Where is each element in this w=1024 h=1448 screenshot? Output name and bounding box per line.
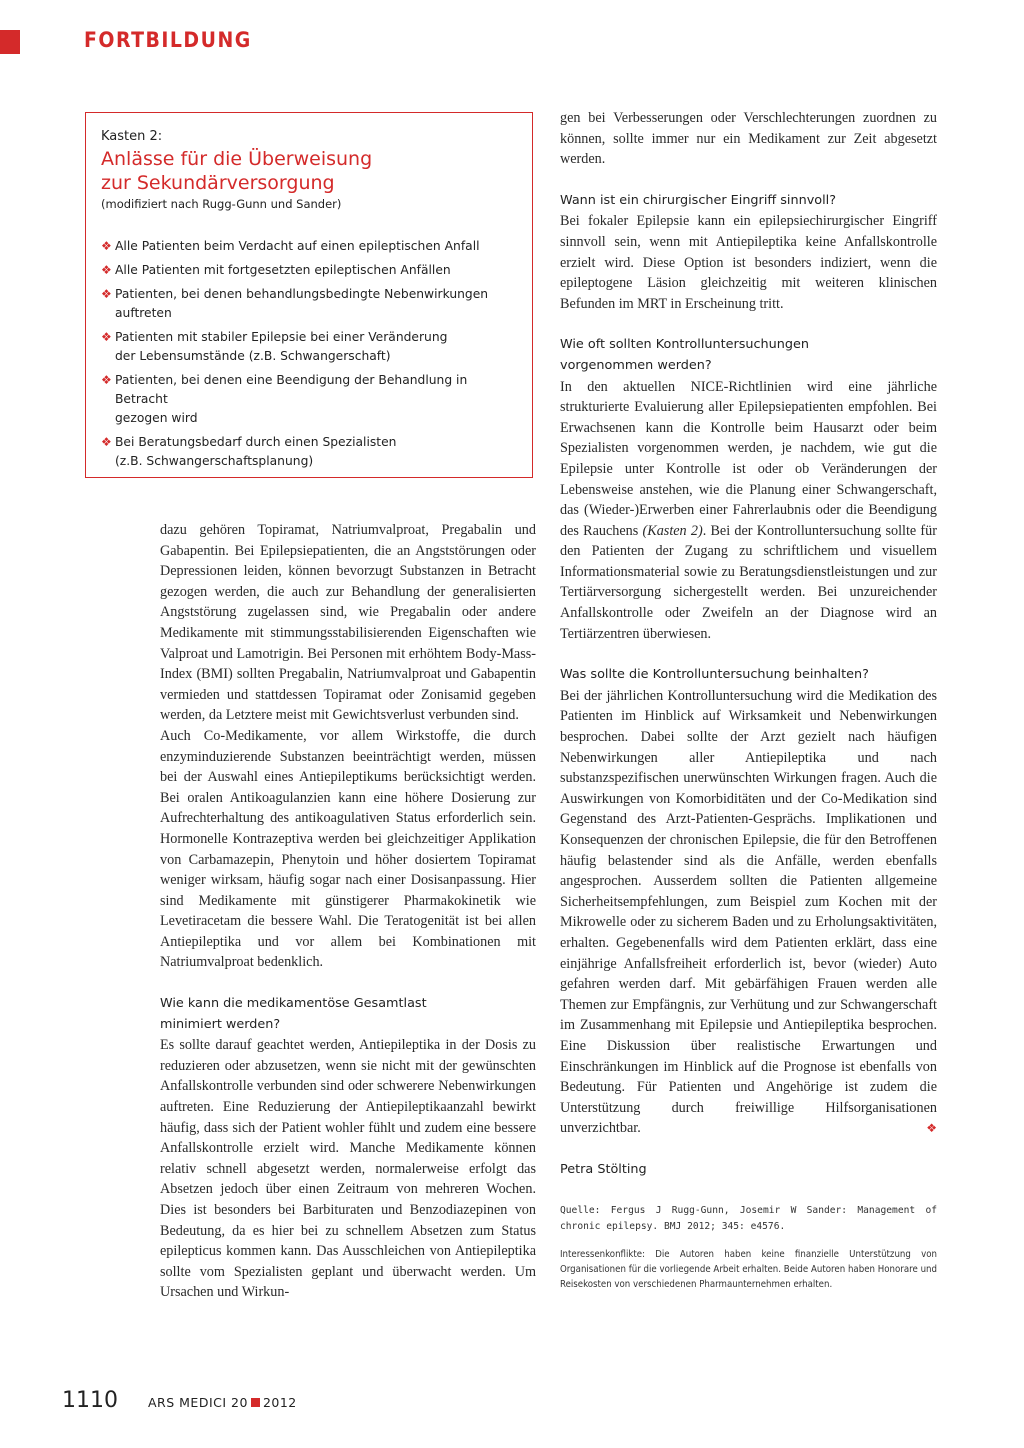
section-marker [0, 30, 20, 54]
section-title: FORTBILDUNG [84, 28, 252, 52]
heading-line: minimiert werden? [160, 1016, 281, 1032]
end-mark-icon: ❖ [926, 1121, 937, 1136]
box-item-line: der Lebensumstände (z.B. Schwangerschaft) [115, 349, 391, 363]
box-item-line: auftreten [115, 306, 172, 320]
box-list-item [101, 371, 520, 428]
text-run: . Bei der Kontrolluntersuchung sollte für den Patienten der Zugang zu schriftlichem und visuellem Informationsmaterial sowie zu Beratungsdienstleistungen und zur Tertiärversorgung sichergestellt werden. Bei unzureichender Anfallskontrolle oder Zweifeln an der Diagnose wird an Tertiärzentren überwiesen. [560, 522, 937, 642]
bullet-icon: ❖ [101, 287, 112, 301]
author-name: Petra Stölting [560, 1161, 647, 1177]
conflict-note: Interessenkonflikte: Die Autoren haben keine finanzielle Unterstützung von Organisationen für die vorliegende Arbeit erhalten. Beide Autoren haben Honorare und Reisekosten von verschiedenen Pharmaunternehmen erhalten. [560, 1248, 937, 1290]
box-item-line: (z.B. Schwangerschaftsplanung) [115, 454, 314, 468]
heading-line: Wie kann die medikamentöse Gesamtlast [160, 996, 427, 1012]
box-list-item [101, 328, 520, 366]
box-title-line: zur Sekundärversorgung [101, 172, 335, 194]
right-column [560, 108, 937, 1292]
box-list-item [101, 261, 520, 280]
magazine-name: ARS MEDICI 20 [148, 1395, 248, 1410]
body-paragraph: Es sollte darauf geachtet werden, Antiepileptika in der Dosis zu reduzieren oder abzusetzen, wenn sie nicht mit der gewünschten Anfallskontrolle verbunden sind oder schwerere Nebenwirkungen auftreten. Eine Reduzierung der Antiepileptikaanzahl bewirkt häufig, dass sich der Patient wohler fühlt und zudem eine bessere Anfallskontrolle erzielt wird. Manche Medikamente können relativ schnell abgesetzt werden, normalerweise erfolgt das Absetzen jedoch über einen Zeitraum von mehreren Wochen. Dies ist besonders bei Barbituraten und Benzodiazepinen von Bedeutung, da es hier bei zu schnellem Absetzen zum Status epilepticus kommen kann. Das Ausschleichen von Antiepileptika sollte vom Spezialisten geplant und überwacht werden. Um Ursachen und Wirkun- [160, 1037, 536, 1301]
square-icon [251, 1398, 260, 1407]
box-list-item [101, 237, 520, 256]
body-paragraph: gen bei Verbesserungen oder Verschlechterungen zuordnen zu können, sollte immer nur ein Medikament zur Zeit abgesetzt werden. [560, 110, 937, 168]
text-run: Bei der jährlichen Kontrolluntersuchung wird die Medikation des Patienten im Hinblick auf Wirksamkeit und Nebenwirkungen besprochen. Dabei sollte der Arzt gezielt nach häufigen Nebenwirkungen aller Antiepileptika und nach substanzspezifischen unerwünschten Wirkungen fragen. Auch die Auswirkungen von Komorbiditäten und der Co-Medikation sind Gegenstand des Arzt-Patienten-Gesprächs. Implikationen und Konsequenzen der chronischen Epilepsie, die für den Betroffenen häufig belastender sind als die Anfälle, werden ebenfalls angesprochen. Ausserdem sollten die Patienten allgemeine Sicherheitsempfehlungen, zum Beispiel zum Kochen mit der Mikrowelle oder zu sicherem Baden und zu Erholungsaktivitäten, erhalten. Gegebenenfalls wird dem Patienten erklärt, dass eine einjährige Anfallsfreiheit erforderlich ist, bevor (wieder) Auto gefahren werden darf. Mit gebärfähigen Frauen werden alle Themen zur Empfängnis, zur Verhütung und zur Schwangerschaft im Zusammenhang mit Epilepsie und Antiepileptika besprochen. Eine Diskussion über realistische Erwartungen und Einschränkungen im Hinblick auf die Prognose ist ebenfalls von Bedeutung. Für Patienten und Angehörige ist zudem die Unterstützung durch freiwillige Hilfsorganisationen unverzichtbar. [560, 687, 937, 1137]
body-paragraph: dazu gehören Topiramat, Natriumvalproat, Pregabalin und Gabapentin. Bei Epilepsiepatienten, die an Angststörungen oder Depressionen leiden, können bevorzugt Substanzen in Betracht gezogen werden, die auch zur Behandlung der generalisierten Angststörung zugelassen sind, wie Pregabalin oder andere Medikamente mit stimmungsstabilisierenden Eigenschaften wie Valproat und Lamotrigin. Bei Personen mit erhöhtem Body-Mass-Index (BMI) sollten Pregabalin, Natriumvalproat und Gabapentin vermieden und stattdessen Topiramat oder Zonisamid gegeben werden, da Letztere meist mit Gewichtsverlust verbunden sind. [160, 522, 536, 724]
box-item-line: Patienten, bei denen behandlungsbedingte Nebenwirkungen [115, 287, 489, 301]
magazine-footer [148, 1395, 297, 1410]
bullet-icon: ❖ [101, 239, 112, 253]
body-paragraph: Bei fokaler Epilepsie kann ein epilepsiechirurgischer Eingriff sinnvoll sein, wenn mit Antiepileptika keine Anfallskontrolle erzielt wird. Diese Option ist besonders indiziert, wenn die epileptogene Läsion gleichzeitig mit weiteren klinischen Befunden im MRT in Erscheinung tritt. [560, 213, 937, 312]
bullet-icon: ❖ [101, 263, 112, 277]
box-list-item [101, 433, 520, 471]
heading-line: Wie oft sollten Kontrolluntersuchungen [560, 337, 809, 353]
box-item-line: Bei Beratungsbedarf durch einen Spezialisten [115, 435, 397, 449]
box-title-line: Anlässe für die Überweisung [101, 148, 373, 170]
section-heading [560, 335, 937, 376]
box-subtitle: (modifiziert nach Rugg-Gunn und Sander) [101, 197, 342, 211]
box-list-item [101, 285, 520, 323]
bullet-icon: ❖ [101, 373, 112, 387]
text-run: In den aktuellen NICE-Richtlinien wird eine jährliche strukturierte Evaluierung aller Epilepsiepatienten empfohlen. Bei Erwachsenen kann die Kontrolle beim Hausarzt oder beim Spezialisten vorgenommen werden, je nachdem, wie gut die Epilepsie unter Kontrolle ist oder ob Veränderungen der Lebensweise anstehen, wie die Planung einer Schwangerschaft, das (Wieder-)Erwerben einer Fahrerlaubnis oder die Beendigung des Rauchens [560, 378, 937, 539]
heading-line: vorgenommen werden? [560, 357, 712, 373]
page-number: 1110 [62, 1388, 118, 1413]
box-reference: (Kasten 2) [642, 522, 703, 539]
section-heading [160, 994, 536, 1035]
left-column [160, 520, 536, 1303]
magazine-year: 2012 [262, 1395, 297, 1410]
box-item-line: Alle Patienten mit fortgesetzten epileptischen Anfällen [115, 263, 451, 277]
body-paragraph [560, 377, 937, 645]
box-list [101, 237, 520, 471]
section-heading: Was sollte die Kontrolluntersuchung beinhalten? [560, 667, 869, 683]
box-title [101, 147, 520, 195]
body-paragraph [560, 686, 937, 1139]
box-kicker: Kasten 2: [101, 129, 163, 144]
bullet-icon: ❖ [101, 435, 112, 449]
info-box [85, 112, 533, 478]
box-item-line: Alle Patienten beim Verdacht auf einen epileptischen Anfall [115, 239, 480, 253]
bullet-icon: ❖ [101, 330, 112, 344]
box-item-line: gezogen wird [115, 411, 198, 425]
box-item-line: Patienten mit stabiler Epilepsie bei einer Veränderung [115, 330, 448, 344]
box-item-line: Patienten, bei denen eine Beendigung der Behandlung in Betracht [115, 373, 468, 406]
source-note: Quelle: Fergus J Rugg-Gunn, Josemir W Sander: Management of chronic epilepsy. BMJ 2012; 345: e4576. [560, 1204, 937, 1232]
body-paragraph: Auch Co-Medikamente, vor allem Wirkstoffe, die durch enzyminduzierende Substanzen beeinträchtigt werden, müssen bei der Auswahl eines Antiepileptikums berücksichtigt werden. Bei oralen Antikoagulanzien kann eine höhere Dosierung zur Aufrechterhaltung des antikoagulativen Status erforderlich sein. Hormonelle Kontrazeptiva werden bei gleichzeitiger Applikation von Carbamazepin, Phenytoin und höher dosiertem Topiramat weniger wirksam, häufig sogar nach einer Dosisanpassung. Hier sind Medikamente mit günstigerer Pharmakokinetik wie Levetiracetam die bessere Wahl. Die Teratogenität ist bei allen Antiepileptika und vor allem bei Kombinationen mit Natriumvalproat bedenklich. [160, 727, 536, 971]
section-heading: Wann ist ein chirurgischer Eingriff sinnvoll? [560, 192, 837, 208]
